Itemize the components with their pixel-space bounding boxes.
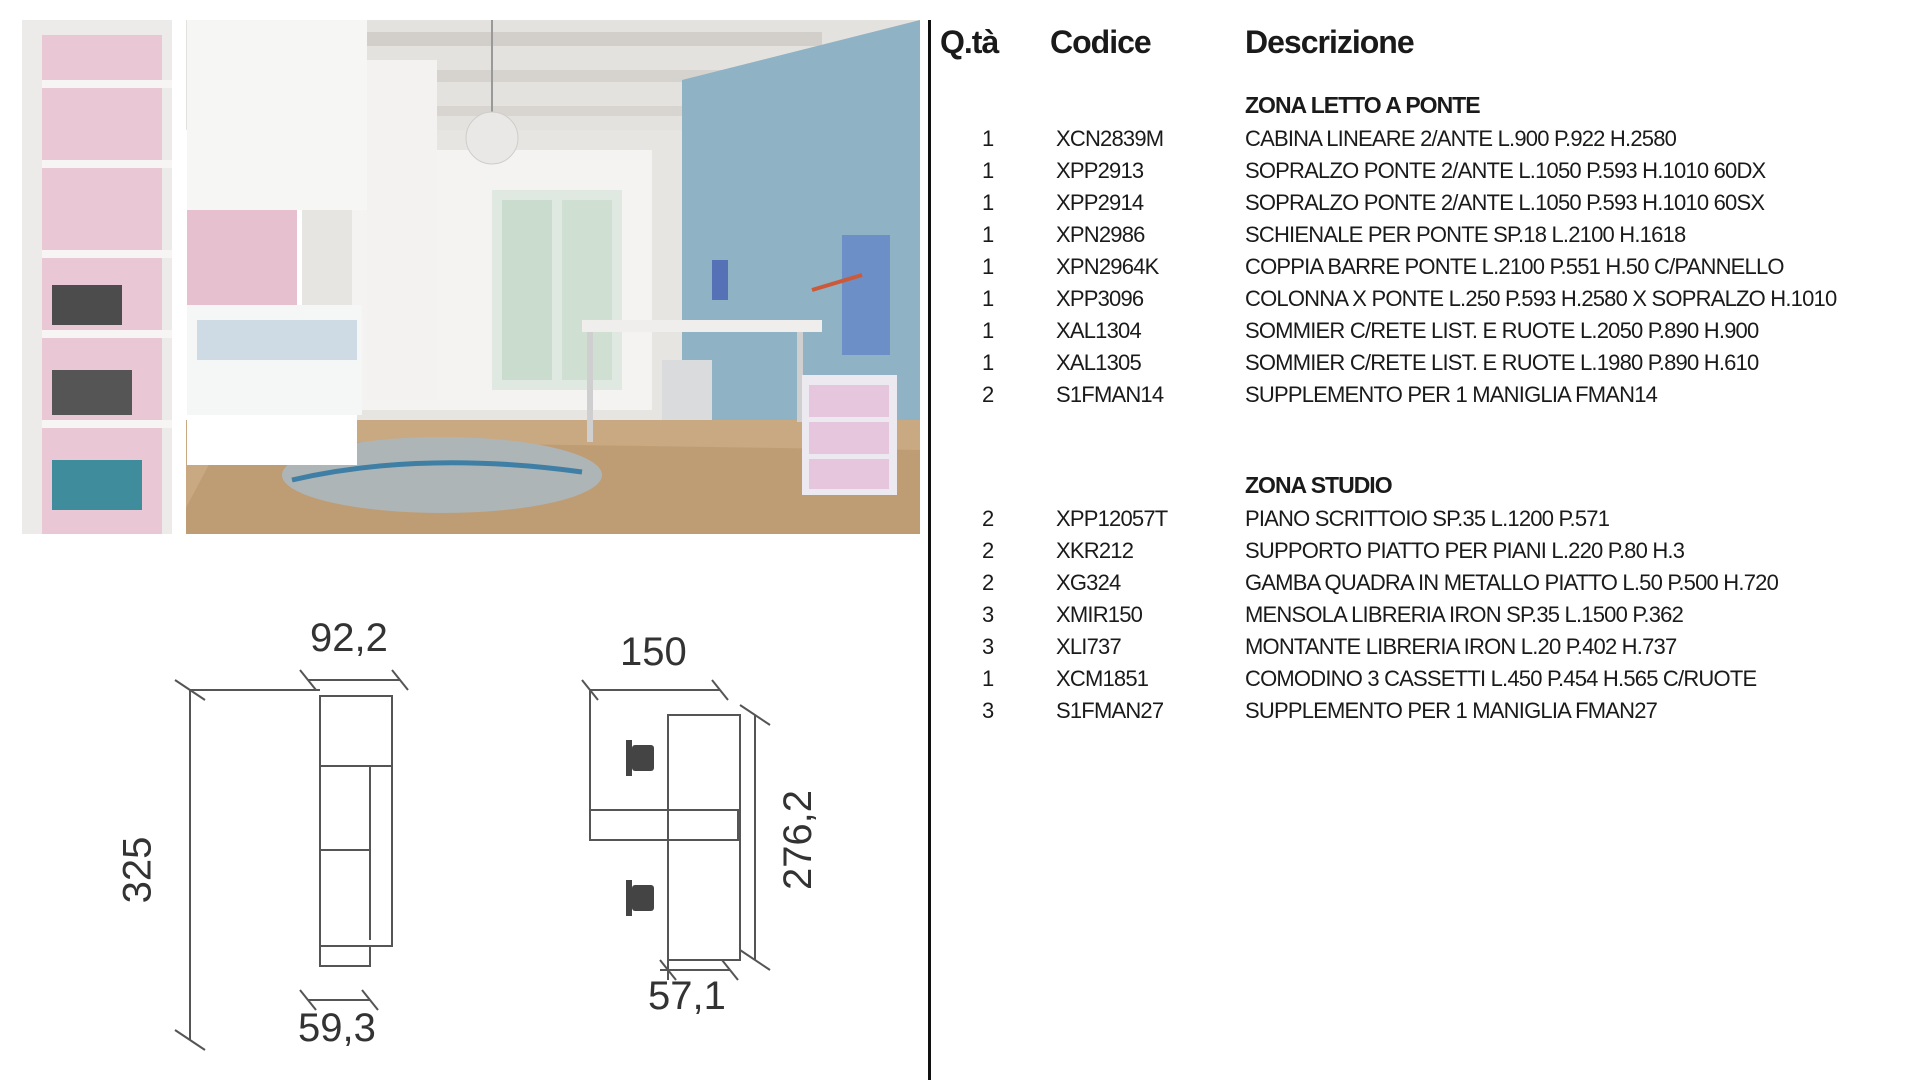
cell-code: XPP12057T — [1056, 506, 1168, 531]
cell-description: CABINA LINEARE 2/ANTE L.900 P.922 H.2580 — [1245, 126, 1677, 151]
room-photo — [22, 20, 920, 534]
table-row — [940, 602, 1900, 634]
cell-qty: 1 — [982, 158, 994, 183]
cell-description: SUPPLEMENTO PER 1 MANIGLIA FMAN27 — [1245, 698, 1658, 723]
table-row — [940, 350, 1900, 382]
cell-code: XPP2914 — [1056, 190, 1144, 215]
table-row — [940, 634, 1900, 666]
cell-qty: 1 — [982, 222, 994, 247]
cell-qty: 1 — [982, 254, 994, 279]
cell-description: GAMBA QUADRA IN METALLO PIATTO L.50 P.500 H.720 — [1245, 570, 1779, 595]
cell-description: SUPPORTO PIATTO PER PIANI L.220 P.80 H.3 — [1245, 538, 1685, 563]
cell-code: S1FMAN27 — [1056, 698, 1164, 723]
cell-code: XCM1851 — [1056, 666, 1149, 691]
cell-qty: 1 — [982, 666, 994, 691]
cell-code: XPN2964K — [1056, 254, 1159, 279]
cell-description: MONTANTE LIBRERIA IRON L.20 P.402 H.737 — [1245, 634, 1677, 659]
cell-description: SOMMIER C/RETE LIST. E RUOTE L.1980 P.890 H.610 — [1245, 350, 1759, 375]
cell-code: XPP2913 — [1056, 158, 1144, 183]
table-row — [940, 126, 1900, 158]
table-row — [940, 698, 1900, 730]
cell-description: PIANO SCRITTOIO SP.35 L.1200 P.571 — [1245, 506, 1610, 531]
cell-qty: 1 — [982, 190, 994, 215]
section-title: ZONA LETTO A PONTE — [1245, 92, 1480, 118]
table-row — [940, 318, 1900, 350]
table-row — [940, 222, 1900, 254]
cell-description: MENSOLA LIBRERIA IRON SP.35 L.1500 P.362 — [1245, 602, 1684, 627]
table-row — [940, 538, 1900, 570]
cell-qty: 3 — [982, 634, 994, 659]
cell-qty: 1 — [982, 126, 994, 151]
cell-description: COMODINO 3 CASSETTI L.450 P.454 H.565 C/RUOTE — [1245, 666, 1757, 691]
cell-code: XLI737 — [1056, 634, 1121, 659]
dim-height: 325 — [115, 836, 160, 904]
cell-description: SOMMIER C/RETE LIST. E RUOTE L.2050 P.890 H.900 — [1245, 318, 1759, 343]
table-row — [940, 506, 1900, 538]
cell-code: XPP3096 — [1056, 286, 1144, 311]
cell-code: XAL1305 — [1056, 350, 1141, 375]
cell-code: XPN2986 — [1056, 222, 1145, 247]
table-row — [940, 190, 1900, 222]
cell-qty: 2 — [982, 570, 994, 595]
cell-code: XG324 — [1056, 570, 1121, 595]
cell-code: XAL1304 — [1056, 318, 1141, 343]
cell-description: SUPPLEMENTO PER 1 MANIGLIA FMAN14 — [1245, 382, 1658, 407]
dim-bottom-depth: 59,3 — [298, 1006, 376, 1050]
header-code: Codice — [1050, 24, 1151, 60]
dim-top-width: 150 — [620, 630, 687, 674]
table-row — [940, 254, 1900, 286]
drawing-left-lines — [130, 610, 430, 1070]
cell-qty: 2 — [982, 382, 994, 407]
dimension-drawing-left — [115, 610, 430, 1070]
dim-bottom-depth: 57,1 — [648, 974, 726, 1018]
cell-code: XKR212 — [1056, 538, 1134, 563]
cell-qty: 2 — [982, 506, 994, 531]
table-row — [940, 158, 1900, 190]
parts-table — [940, 0, 1900, 1089]
cell-description: SOPRALZO PONTE 2/ANTE L.1050 P.593 H.1010 60DX — [1245, 158, 1766, 183]
dim-height: 276,2 — [776, 789, 821, 891]
header-description: Descrizione — [1245, 24, 1414, 60]
cell-qty: 3 — [982, 602, 994, 627]
cell-qty: 1 — [982, 350, 994, 375]
cell-description: COPPIA BARRE PONTE L.2100 P.551 H.50 C/PANNELLO — [1245, 254, 1784, 279]
table-row — [940, 666, 1900, 698]
cell-code: S1FMAN14 — [1056, 382, 1164, 407]
dimension-drawing-right — [560, 620, 840, 1030]
cell-code: XMIR150 — [1056, 602, 1143, 627]
column-divider — [928, 20, 931, 1080]
cell-description: SOPRALZO PONTE 2/ANTE L.1050 P.593 H.1010 60SX — [1245, 190, 1765, 215]
cell-qty: 3 — [982, 698, 994, 723]
cell-code: XCN2839M — [1056, 126, 1164, 151]
table-row — [940, 286, 1900, 318]
section-title: ZONA STUDIO — [1245, 472, 1392, 498]
dim-top-width: 92,2 — [310, 616, 388, 660]
cell-qty: 1 — [982, 286, 994, 311]
cell-qty: 2 — [982, 538, 994, 563]
cell-qty: 1 — [982, 318, 994, 343]
table-row — [940, 382, 1900, 414]
table-row — [940, 570, 1900, 602]
header-qty: Q.tà — [940, 24, 999, 60]
cell-description: COLONNA X PONTE L.250 P.593 H.2580 X SOPRALZO H.1010 — [1245, 286, 1837, 311]
cell-description: SCHIENALE PER PONTE SP.18 L.2100 H.1618 — [1245, 222, 1686, 247]
